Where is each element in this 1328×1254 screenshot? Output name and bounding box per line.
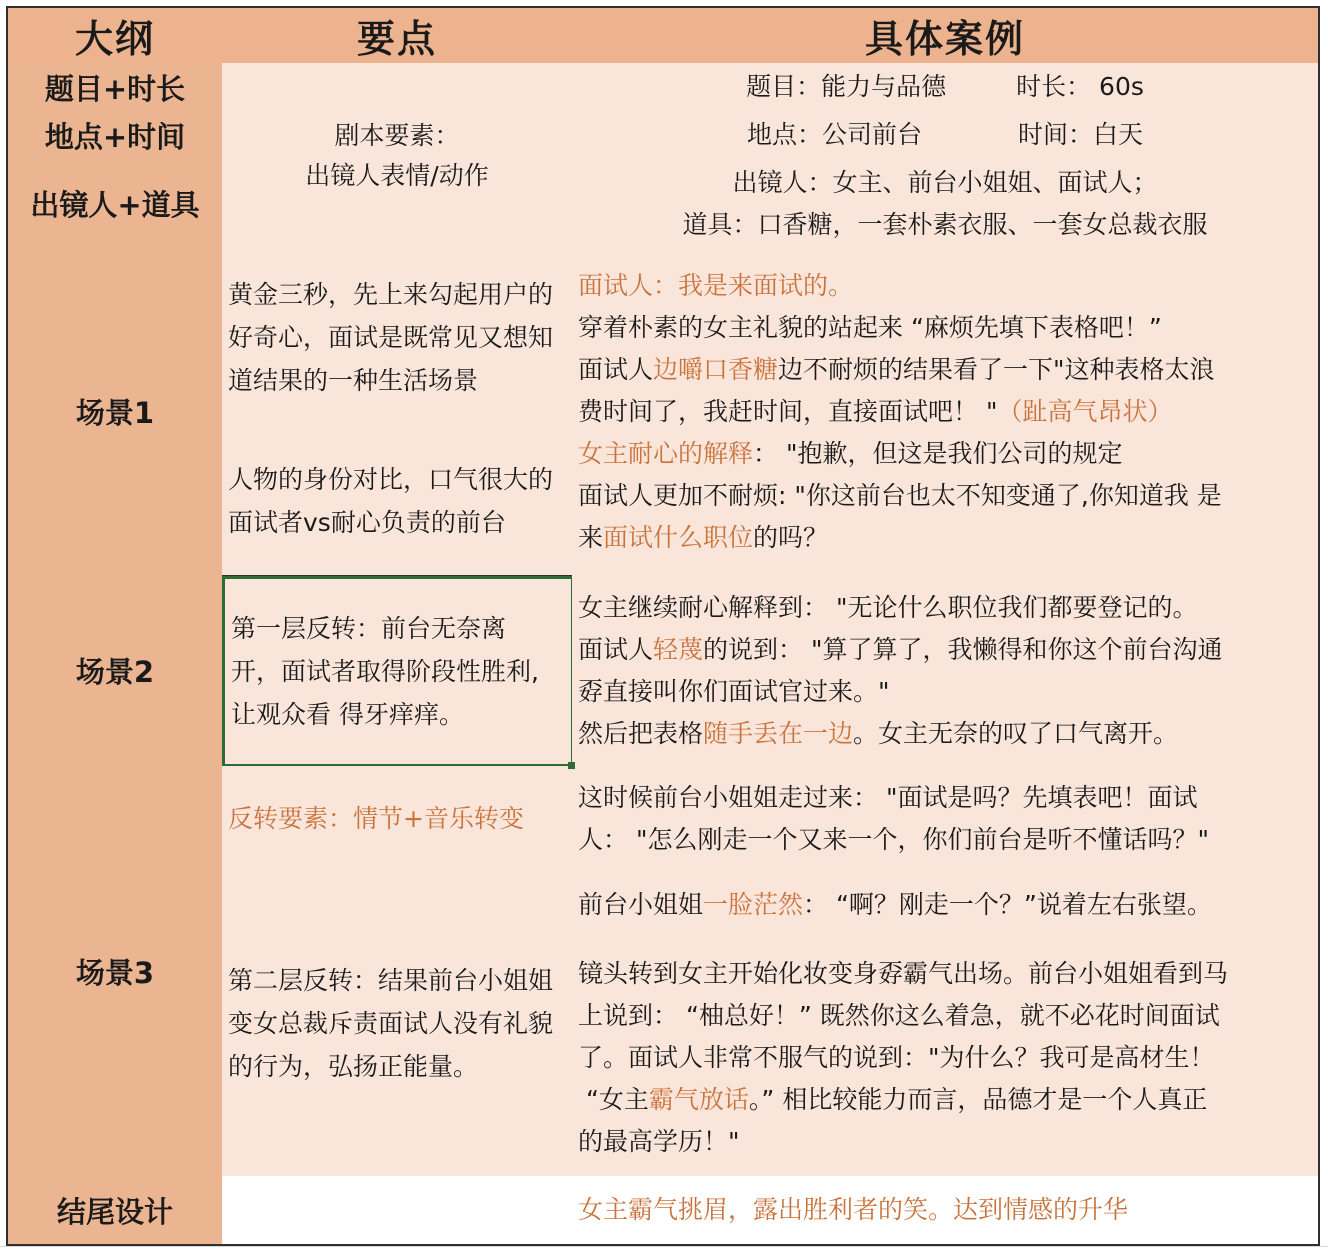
scene1-line: 面试人：我是来面试的。 <box>578 270 854 300</box>
header-points-text: 要点 <box>356 17 437 61</box>
points-text: 第一层反转：前台无奈离开，面试者取得阶段性胜利,让观众看 得牙痒痒。 <box>231 614 539 729</box>
points-scene3-a[interactable] <box>222 766 574 873</box>
cast-line: 出镜人：女主、前台小姐姐、面试人； <box>732 167 1158 197</box>
scene2-line: 孬直接叫你们面试官过来。" <box>578 676 890 706</box>
header-example-text: 具体案例 <box>864 17 1025 61</box>
row-title-duration[interactable] <box>6 63 224 113</box>
row-cast-props[interactable] <box>6 159 224 250</box>
scene3c-line: 了。面试人非常不服气的说到："为什么？我可是高材生！ <box>578 1042 1215 1072</box>
place-label: 地点：公司前台 <box>746 120 922 149</box>
selection-fill-handle[interactable] <box>568 762 575 769</box>
scene3a-line: 人： "怎么刚走一个又来一个，你们前台是听不懂话吗？" <box>578 824 1209 854</box>
row-label: 场景1 <box>75 396 155 430</box>
row-label: 场景2 <box>75 655 155 689</box>
scene3c-line: 镜头转到女主开始化妆变身孬霸气出场。前台小姐姐看到马 <box>578 958 1229 988</box>
example-cast-props[interactable] <box>572 159 1320 250</box>
scene2-line: 然后把表格随手丢在一边。女主无奈的叹了口气离开。 <box>578 718 1179 748</box>
scene2-text <box>578 587 1222 755</box>
row-label: 地点+时间 <box>44 119 186 154</box>
scene3c-line: 上说到： “柚总好！” 既然你这么着急，就不必花时间面试 <box>578 1000 1220 1030</box>
scene3a-line: 这时候前台小姐姐走过来： "面试是吗？先填表吧！面试 <box>578 782 1198 812</box>
example-ending[interactable] <box>572 1176 1320 1246</box>
points-text: 黄金三秒，先上来勾起用户的好奇心，面试是既常见又想知道结果的一种生活场景 <box>228 280 554 395</box>
header-example[interactable] <box>572 6 1320 65</box>
scene1-line: 穿着朴素的女主礼貌的站起来 “麻烦先填下表格吧！” <box>578 312 1162 342</box>
header-points[interactable] <box>222 6 574 65</box>
points-ending[interactable] <box>222 1176 574 1246</box>
row-label: 场景3 <box>75 955 155 990</box>
example-scene3-a[interactable] <box>572 766 1320 873</box>
scene3c-text <box>578 953 1228 1163</box>
row-scene3[interactable] <box>6 766 224 1178</box>
points-scene1-a[interactable] <box>222 248 574 429</box>
script-elements-line2: 出镜人表情/动作 <box>305 160 489 190</box>
title-label: 题目：能力与品德 <box>746 72 947 101</box>
ending-text: 女主霸气挑眉，露出胜利者的笑。达到情感的升华 <box>578 1195 1129 1224</box>
scene1-line: 女主耐心的解释： "抱歉，但这是我们公司的规定 <box>578 438 1123 468</box>
row-scene2[interactable] <box>6 575 224 768</box>
points-scene2-selected-cell[interactable] <box>222 576 574 767</box>
example-scene2[interactable] <box>572 575 1320 768</box>
scene3c-line: “女主霸气放话。” 相比较能力而言，品德才是一个人真正 <box>578 1084 1208 1114</box>
row-label: 出镜人+道具 <box>30 188 200 222</box>
row-label: 结尾设计 <box>56 1194 173 1229</box>
script-elements-text <box>305 116 488 196</box>
example-scene1[interactable] <box>572 248 1320 577</box>
scene1-line: 来面试什么职位的吗？ <box>578 522 829 552</box>
points-text: 第二层反转：结果前台小姐姐变女总裁斥责面试人没有礼貌的行为，弘扬正能量。 <box>228 966 554 1081</box>
example-scene3-c[interactable] <box>572 939 1320 1178</box>
points-text: 反转要素：情节+音乐转变 <box>228 804 524 833</box>
duration-label: 时长： 60s <box>1016 72 1144 101</box>
grid-line <box>0 1246 1328 1247</box>
scene1-line: 费时间了，我赶时间，直接面试吧！ "（趾高气昂状） <box>578 396 1173 426</box>
cast-props-text <box>682 162 1207 246</box>
example-scene3-b[interactable] <box>572 871 1320 941</box>
time-label: 时间：白天 <box>1018 120 1144 149</box>
scene3a-text <box>578 777 1209 861</box>
scene3b-text: 前台小姐姐一脸茫然： “啊？刚走一个？”说着左右张望。 <box>578 890 1212 919</box>
row-label: 题目+时长 <box>44 71 186 106</box>
row-scene1[interactable] <box>6 248 224 577</box>
points-scene1-b[interactable] <box>222 427 574 577</box>
scene3c-line: 的最高学历！" <box>578 1126 740 1156</box>
header-outline[interactable] <box>6 6 224 65</box>
header-outline-text: 大纲 <box>74 17 155 61</box>
props-line: 道具：口香糖，一套朴素衣服、一套女总裁衣服 <box>682 209 1208 239</box>
scene1-line: 面试人边嚼口香糖边不耐烦的结果看了一下"这种表格太浪 <box>578 354 1215 384</box>
example-place-time[interactable] <box>572 111 1320 161</box>
script-elements-line1: 剧本要素： <box>334 120 460 150</box>
scene1-line: 面试人更加不耐烦: "你这前台也太不知变通了,你知道我 是 <box>578 480 1222 510</box>
row-place-time[interactable] <box>6 111 224 161</box>
scene2-line: 面试人轻蔑的说到： "算了算了，我懒得和你这个前台沟通 <box>578 634 1223 664</box>
scene1-text <box>578 265 1222 559</box>
points-text: 人物的身份对比，口气很大的面试者vs耐心负责的前台 <box>228 465 554 537</box>
row-ending[interactable] <box>6 1176 224 1246</box>
scene2-line: 女主继续耐心解释到： "无论什么职位我们都要登记的。 <box>578 592 1198 622</box>
example-title-duration[interactable] <box>572 63 1320 113</box>
points-script-elements[interactable] <box>222 63 574 250</box>
points-scene3-b[interactable] <box>222 871 574 1178</box>
